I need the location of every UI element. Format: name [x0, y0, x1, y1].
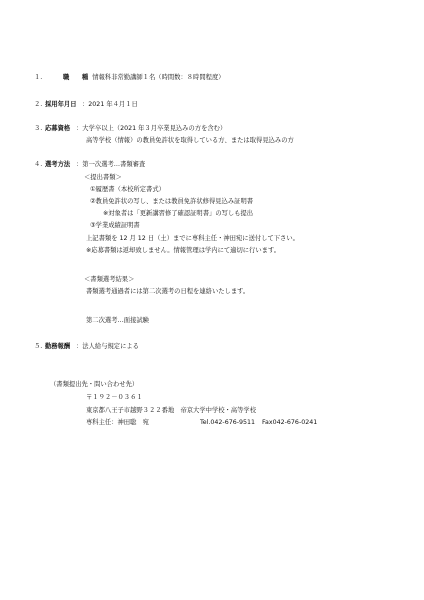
job-type-value: ：情報科非常勤講師１名（時間数：８時間程度） — [86, 74, 225, 81]
hire-date-label: 採用年月日 — [45, 101, 77, 108]
return-note: ※応募書類は返却致しません。情報管理は学内にて適切に行います。 — [86, 247, 281, 254]
qualification-line-1: ：大学卒以上（2021 年３月卒業見込みの方を含む） — [76, 125, 227, 132]
telephone: Tel.042-676-9511 — [200, 419, 256, 426]
item-number-5: ５. — [34, 343, 43, 350]
selection-stage-1: ：第一次選考…書類審査 — [76, 161, 146, 168]
item-number-4: ４. — [34, 161, 43, 168]
result-text: 書類選考通過者には第二次選考の日程を連絡いたします。 — [86, 288, 250, 295]
selection-stage-2: 第二次選考…面接試験 — [86, 317, 149, 324]
qualification-label: 応募資格 — [45, 125, 71, 132]
qualification-line-2: 高等学校（情報）の教員免許状を取得している方、または取得見込みの方 — [86, 137, 294, 144]
salary-label: 勤務報酬 — [45, 343, 71, 350]
address: 東京都八王子市越野３２２番地 帝京大学中学校・高等学校 — [86, 407, 257, 414]
contact-heading: （書類提出先・問い合わせ先） — [50, 381, 139, 388]
item-number-3: ３. — [34, 125, 43, 132]
submission-deadline: 上記書類を 12 月 12 日（土）までに専科主任・神田宛に送付して下さい。 — [86, 235, 299, 242]
doc-item-1: ①履歴書（本校所定書式） — [90, 186, 165, 193]
selection-label: 選考方法 — [45, 161, 71, 168]
job-type-label: 職 種 — [63, 74, 89, 81]
item-number-1: １. — [34, 74, 43, 81]
result-heading: ＜書類選考結果＞ — [84, 276, 135, 283]
doc-item-3: ③学業成績証明書 — [90, 222, 140, 229]
item-number-2: ２. — [34, 101, 43, 108]
doc-item-2-note: ※対象者は「更新講習修了確認証明書」の写しも提出 — [103, 210, 254, 217]
doc-item-2: ②教員免許状の写し、または教員免許状修得見込み証明書 — [90, 198, 254, 205]
postal-code: 〒１９２－０３６１ — [86, 394, 143, 401]
contact-person: 専科主任：神田聡 宛 — [86, 419, 149, 426]
hire-date-value: ：2021 年４月１日 — [82, 101, 138, 108]
fax: Fax042-676-0241 — [262, 419, 318, 426]
submit-docs-heading: ＜提出書類＞ — [84, 174, 122, 181]
salary-value: ：法人給与規定による — [76, 343, 139, 350]
